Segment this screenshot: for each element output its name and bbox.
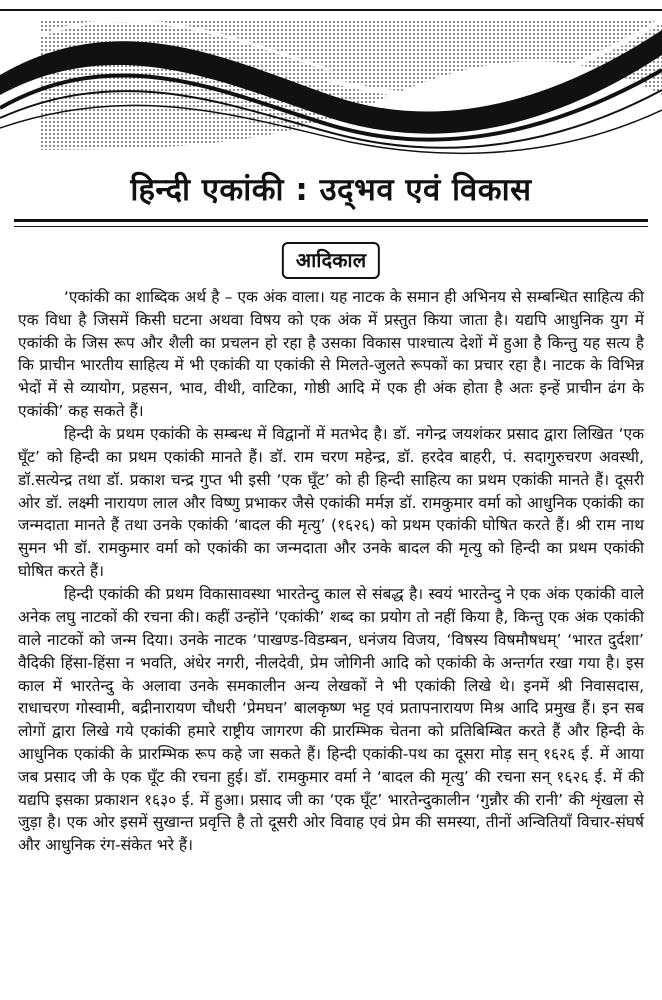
body-text <box>18 286 644 857</box>
paragraph: हिन्दी एकांकी की प्रथम विकासावस्था भारतेन्दु काल से संबद्ध है। स्वयं भारतेन्दु ने एक अंक एकांकी वाले अनेक लघु नाटकों की रचना की। कहीं उन्होंने ‘एकांकी’ शब्द का प्रयोग तो नहीं किया है, किन्तु एक अंक एकांकी वाले नाटकों को जन्म दिया। उनके नाटक ‘पाखण्ड-विडम्बन, धनंजय विजय, ‘विषस्य विषमौषधम्’ ‘भारत दुर्दशा’ वैदिकी हिंसा-हिंसा न भवति, अंधेर नगरी, नीलदेवी, प्रेम जोगिनी आदि को एकांकी के अन्तर्गत रखा गया है। इस काल में भारतेन्दु के अलावा उनके समकालीन अन्य लेखकों ने भी एकांकी लिखे थे। इनमें श्री निवासदास, राधाचरण गोस्वामी, बद्रीनारायण चौधरी ‘प्रेमघन’ बालकृष्ण भट्ट एवं प्रतापनारायण मिश्र आदि प्रमुख हैं। इन सब लोगों द्वारा लिखे गये एकांकी हमारे राष्ट्रीय जागरण की प्रारम्भिक चेतना को प्रतिबिम्बित करते हैं और हिन्दी के आधुनिक एकांकी के प्रारम्भिक रूप कहे जा सकते हैं। हिन्दी एकांकी-पथ का दूसरा मोड़ सन् १६२६ ई. में आया जब प्रसाद जी के एक घूँट की रचना हुई। डॉ. रामकुमार वर्मा ने ‘बादल की मृत्यु’ की रचना सन् १६२६ ई. में की यद्यपि इसका प्रकाशन १६३० ई. में हुआ। प्रसाद जी का ‘एक घूँट’ भारतेन्दुकालीन ‘गुन्नौर की रानी’ की शृंखला से जुड़ा है। एक ओर इसमें सुखान्त प्रवृत्ति है तो दूसरी ओर विवाह एवं प्रेम की समस्या, तीनों अन्वितियाँ विचार-संघर्ष और आधुनिक रंग-संकेत भरे हैं। <box>18 585 644 855</box>
page-title: हिन्दी एकांकी : उद्‌भव एवं विकास <box>130 172 532 208</box>
section-heading: आदिकाल <box>282 242 380 279</box>
title-underline-thin <box>14 226 648 227</box>
paragraph: हिन्दी के प्रथम एकांकी के सम्बन्ध में विद्वानों में मतभेद है। डॉ. नगेन्द्र जयशंकर प्रसाद द्वारा लिखित ‘एक घूँट’ को हिन्दी का प्रथम एकांकी मानते हैं। डॉ. राम चरण महेन्द्र, डॉ. हरदेव बाहरी, पं. सदागुरुचरण अवस्थी, डॉ.सत्येन्द्र तथा डॉ. प्रकाश चन्द्र गुप्त भी इसी ‘एक घूँट’ को ही हिन्दी साहित्य का प्रथम एकांकी मानते हैं। दूसरी ओर डॉ. लक्ष्मी नारायण लाल और विष्णु प्रभाकर जैसे एकांकी मर्मज्ञ डॉ. रामकुमार वर्मा को आधुनिक एकांकी का जन्मदाता मानते हैं तथा उनके एकांकी ‘बादल की मृत्यु’ (१६२६) को प्रथम एकांकी घोषित करते हैं। श्री राम नाथ सुमन भी डॉ. रामकुमार वर्मा को एकांकी का जन्मदाता और उनके बादल की मृत्यु को हिन्दी का प्रथम एकांकी घोषित करते हैं। <box>18 425 644 581</box>
decorative-wave-banner <box>0 0 662 170</box>
title-underline-thick <box>14 219 648 222</box>
paragraph: ‘एकांकी का शाब्दिक अर्थ है – एक अंक वाला। यह नाटक के समान ही अभिनय से सम्बन्धित साहित्य की एक विधा है जिसमें किसी घटना अथवा विषय को एक अंक में प्रस्तुत किया जाता है। यद्यपि आधुनिक युग में एकांकी के जिस रूप और शैली का प्रचलन हो रहा है उसका विकास पाश्चात्य देशों में हुआ है किन्तु यह सत्य है कि प्राचीन भारतीय साहित्य में भी एकांकी या एकांकी से मिलते-जुलते रूपकों का प्रचार रहा है। नाटक के विभिन्न भेदों में से व्यायोग, प्रहसन, भाव, वीथी, वाटिका, गोष्ठी आदि में एक ही अंक होता है अतः इन्हें प्राचीन ढंग के एकांकी’ कह सकते हैं। <box>18 288 644 420</box>
